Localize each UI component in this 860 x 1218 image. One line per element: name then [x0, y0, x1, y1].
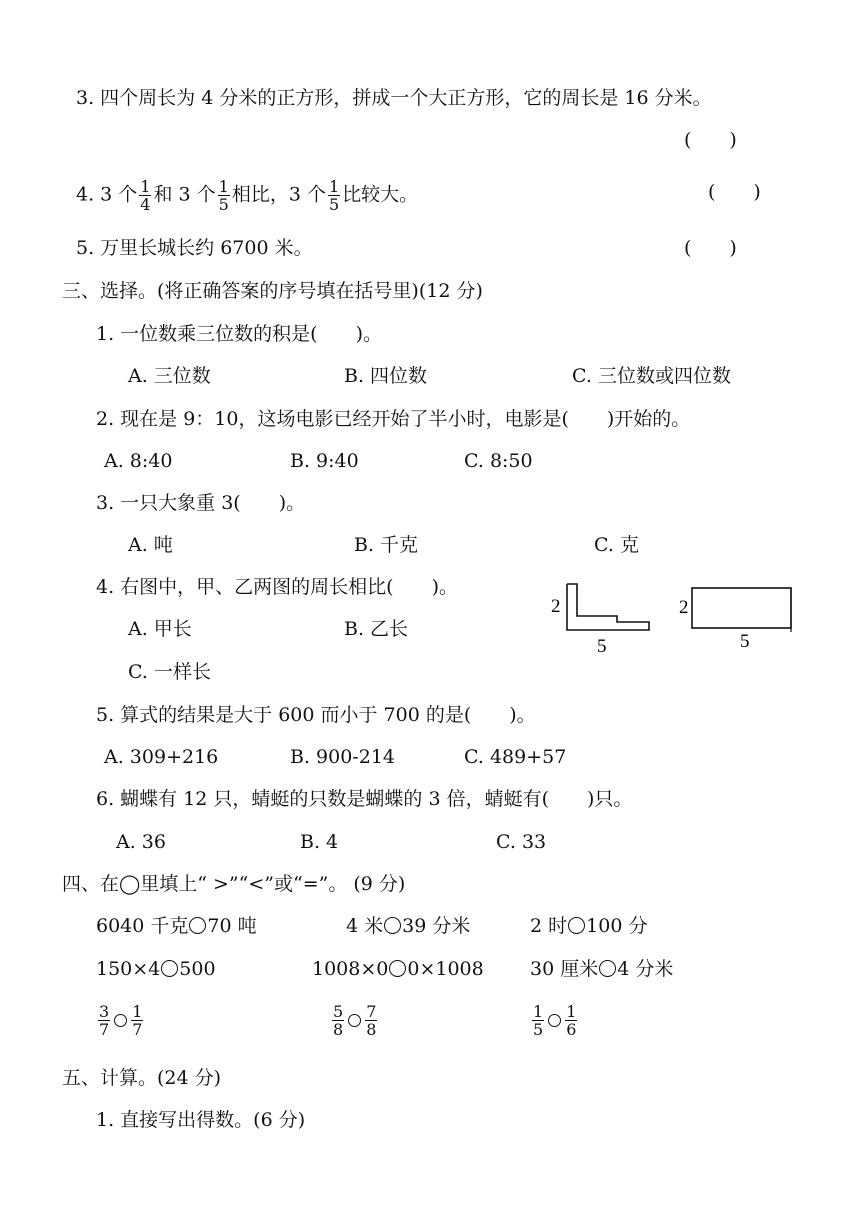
fraction-one-quarter: $\frac{1}{4}$: [140, 177, 151, 214]
compare-r1-c2: 4 米 39 分米: [346, 915, 471, 937]
compare-circle-8[interactable]: [348, 1014, 361, 1027]
compare-circle-1[interactable]: [189, 917, 206, 934]
choice-q5-option-b[interactable]: B. 900-214: [290, 746, 395, 768]
choice-q3-option-b[interactable]: B. 千克: [354, 534, 419, 556]
compare-r3-c3: [530, 1001, 579, 1038]
choice-q1-option-b[interactable]: B. 四位数: [344, 365, 428, 387]
choice-q4-option-a[interactable]: A. 甲长: [128, 618, 192, 640]
compare-r2-c3: 30 厘米 4 分米: [530, 958, 674, 980]
fraction-one-sixth: $\frac{1}{6}$: [566, 1001, 577, 1039]
choice-q4-option-b[interactable]: B. 乙长: [344, 618, 409, 640]
compare-circle-7[interactable]: [114, 1014, 127, 1027]
section-calc-title: 五、计算。(24 分): [62, 1067, 222, 1089]
judge-q3: 3. 四个周长为 4 分米的正方形，拼成一个大正方形，它的周长是 16 分米。: [76, 87, 712, 109]
choice-q2: 2. 现在是 9：10，这场电影已经开始了半小时，电影是( )开始的。: [96, 408, 691, 430]
figure-jia-width-label: 5: [597, 636, 607, 657]
judge-q4-mid1: 和 3 个: [153, 183, 216, 206]
choice-q5-option-a[interactable]: A. 309+216: [104, 746, 219, 768]
compare-r2-c2: 1008×0 0×1008: [312, 958, 484, 980]
choice-q6-option-b[interactable]: B. 4: [300, 831, 339, 853]
compare-r1-c1: 6040 千克 70 吨: [96, 915, 257, 937]
figure-jia-outline: [567, 584, 649, 630]
choice-q2-option-c[interactable]: C. 8:50: [464, 450, 533, 472]
choice-q4-option-c[interactable]: C. 一样长: [128, 661, 211, 683]
compare-r2-c1: 150×4 500: [96, 958, 216, 980]
choice-q1-option-c[interactable]: C. 三位数或四位数: [572, 365, 731, 387]
compare-r1-c3: 2 时 100 分: [530, 915, 648, 937]
choice-q6-option-c[interactable]: C. 33: [496, 831, 547, 853]
fraction-one-seventh: $\frac{1}{7}$: [132, 1001, 143, 1039]
choice-q5-option-c[interactable]: C. 489+57: [464, 746, 567, 768]
choice-q2-option-a[interactable]: A. 8:40: [104, 450, 173, 472]
compare-r3-c2: [330, 1001, 379, 1038]
choice-q1-option-a[interactable]: A. 三位数: [128, 365, 211, 387]
choice-q2-option-b[interactable]: B. 9:40: [290, 450, 359, 472]
calc-q1: 1. 直接写出得数。(6 分): [96, 1109, 306, 1131]
compare-r3-c1: [96, 1001, 145, 1038]
judge-q5-answer-paren[interactable]: ( ): [684, 237, 737, 259]
choice-q6: 6. 蝴蝶有 12 只，蜻蜓的只数是蝴蝶的 3 倍，蜻蜓有( )只。: [96, 788, 633, 810]
compare-circle-5[interactable]: [389, 960, 406, 977]
section-choice-title: 三、选择。(将正确答案的序号填在括号里)(12 分): [62, 280, 483, 302]
judge-q5: 5. 万里长城长约 6700 米。: [76, 237, 313, 259]
judge-q3-answer-paren[interactable]: ( ): [684, 129, 737, 151]
judge-q4-answer-paren[interactable]: ( ): [708, 181, 761, 203]
fraction-one-fifth-3: $\frac{1}{5}$: [533, 1001, 544, 1039]
fraction-five-eighths: $\frac{5}{8}$: [333, 1001, 344, 1039]
fraction-three-sevenths: $\frac{3}{7}$: [99, 1001, 110, 1039]
figure-jia: [545, 578, 665, 658]
choice-q3-option-a[interactable]: A. 吨: [128, 534, 173, 556]
compare-circle-4[interactable]: [161, 960, 178, 977]
figure-yi-width-label: 5: [740, 631, 750, 652]
compare-circle-2[interactable]: [384, 917, 401, 934]
fraction-one-fifth: $\frac{1}{5}$: [218, 177, 229, 214]
choice-q5: 5. 算式的结果是大于 600 而小于 700 的是( )。: [96, 704, 536, 726]
fraction-one-fifth-2: $\frac{1}{5}$: [328, 177, 340, 214]
figure-yi-outline: [692, 588, 791, 628]
figure-jia-height-label: 2: [551, 596, 561, 617]
judge-q4-pre: 4. 3 个: [76, 183, 138, 206]
choice-q1: 1. 一位数乘三位数的积是( )。: [96, 323, 382, 345]
judge-q4-post: 比较大。: [342, 183, 419, 206]
compare-circle-3[interactable]: [568, 917, 585, 934]
figure-yi: [678, 582, 800, 654]
choice-q6-option-a[interactable]: A. 36: [116, 831, 166, 853]
judge-q4: [76, 178, 418, 213]
figure-yi-height-label: 2: [679, 597, 689, 618]
compare-circle-9[interactable]: [548, 1014, 561, 1027]
choice-q3-option-c[interactable]: C. 克: [594, 534, 639, 556]
section-compare-title: 四、在◯里填上“ >”“<”或“=”。 (9 分): [62, 873, 406, 895]
choice-q3: 3. 一只大象重 3( )。: [96, 492, 306, 514]
choice-q4: 4. 右图中，甲、乙两图的周长相比( )。: [96, 576, 458, 598]
fraction-seven-eighths: $\frac{7}{8}$: [366, 1001, 377, 1039]
compare-circle-6[interactable]: [599, 960, 616, 977]
judge-q4-mid2: 相比，3 个: [231, 183, 326, 206]
